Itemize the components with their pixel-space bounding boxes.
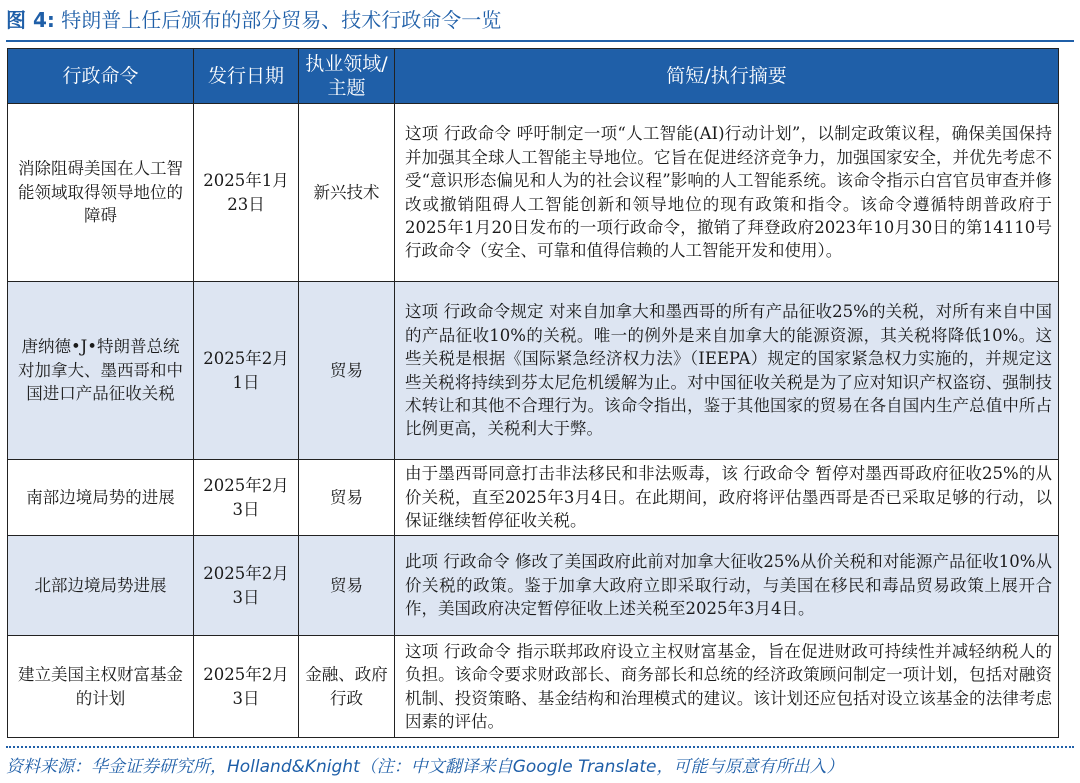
order-date: 2025年2月3日 xyxy=(194,460,299,536)
order-area: 金融、政府行政 xyxy=(299,636,395,738)
table-row xyxy=(8,636,1059,738)
table-row xyxy=(8,282,1059,460)
order-name: 南部边境局势的进展 xyxy=(8,460,194,536)
source-note: 资料来源：华金证券研究所，Holland&Knight（注：中文翻译来自Google Translate，可能与原意有所出入） xyxy=(6,757,844,777)
order-summary: 这项 行政命令 指示联邦政府设立主权财富基金，旨在促进财政可持续性并减轻纳税人的负担。该命令要求财政部长、商务部长和总统的经济政策顾问制定一项计划，包括对融资机制、投资策略、基金结构和治理模式的建议。该计划还应包括对设立该基金的法律考虑因素的评估。 xyxy=(395,636,1059,738)
order-area: 贸易 xyxy=(299,460,395,536)
table-header-row xyxy=(8,49,1059,104)
table-row xyxy=(8,104,1059,282)
figure-label: 图 4 xyxy=(6,8,47,32)
table-row xyxy=(8,460,1059,536)
header-order: 行政命令 xyxy=(8,49,194,104)
order-date: 2025年2月3日 xyxy=(194,536,299,636)
order-date: 2025年2月3日 xyxy=(194,636,299,738)
header-summary: 简短/执行摘要 xyxy=(395,49,1059,104)
table-row xyxy=(8,536,1059,636)
executive-orders-table xyxy=(7,48,1059,738)
source-divider xyxy=(6,746,1074,749)
figure-colon: : xyxy=(46,8,55,32)
order-name: 消除阻碍美国在人工智能领域取得领导地位的障碍 xyxy=(8,104,194,282)
title-divider xyxy=(6,40,1074,42)
order-name: 北部边境局势进展 xyxy=(8,536,194,636)
order-summary: 此项 行政命令 修改了美国政府此前对加拿大征收25%从价关税和对能源产品征收10%从价关税的政策。鉴于加拿大政府立即采取行动，与美国在移民和毒品贸易政策上展开合作，美国政府决定暂停征收上述关税至2025年3月4日。 xyxy=(395,536,1059,636)
order-area: 贸易 xyxy=(299,282,395,460)
order-summary: 这项 行政命令 呼吁制定一项“人工智能(AI)行动计划”，以制定政策议程，确保美国保持并加强其全球人工智能主导地位。它旨在促进经济竞争力，加强国家安全，并优先考虑不受“意识形态偏见和人为的社会议程”影响的人工智能系统。该命令指示白宫官员审查并修改或撤销阻碍人工智能创新和领导地位的现有政策和指令。该命令遵循特朗普政府于2025年1月20日发布的一项行政命令，撤销了拜登政府2023年10月30日的第14110号行政命令（安全、可靠和值得信赖的人工智能开发和使用）。 xyxy=(395,104,1059,282)
figure-title xyxy=(6,6,501,34)
order-summary: 这项 行政命令规定 对来自加拿大和墨西哥的所有产品征收25%的关税，对所有来自中国的产品征收10%的关税。唯一的例外是来自加拿大的能源资源，其关税将降低10%。这些关税是根据《国际紧急经济权力法》（IEEPA）规定的国家紧急权力实施的，并规定这些关税将持续到芬太尼危机缓解为止。对中国征收关税是为了应对知识产权盗窃、强制技术转让和其他不合理行为。该命令指出，鉴于其他国家的贸易在各自国内生产总值中所占比例更高，关税利大于弊。 xyxy=(395,282,1059,460)
header-date: 发行日期 xyxy=(194,49,299,104)
figure-title-text: 特朗普上任后颁布的部分贸易、技术行政命令一览 xyxy=(61,8,502,32)
header-area: 执业领域/主题 xyxy=(299,49,395,104)
order-area: 贸易 xyxy=(299,536,395,636)
order-area: 新兴技术 xyxy=(299,104,395,282)
order-name: 唐纳德•J•特朗普总统对加拿大、墨西哥和中国进口产品征收关税 xyxy=(8,282,194,460)
order-name: 建立美国主权财富基金的计划 xyxy=(8,636,194,738)
order-date: 2025年1月23日 xyxy=(194,104,299,282)
order-summary: 由于墨西哥同意打击非法移民和非法贩毒，该 行政命令 暂停对墨西哥政府征收25%的从价关税，直至2025年3月4日。在此期间，政府将评估墨西哥是否已采取足够的行动，以保证继续暂停征收关税。 xyxy=(395,460,1059,536)
order-date: 2025年2月1日 xyxy=(194,282,299,460)
